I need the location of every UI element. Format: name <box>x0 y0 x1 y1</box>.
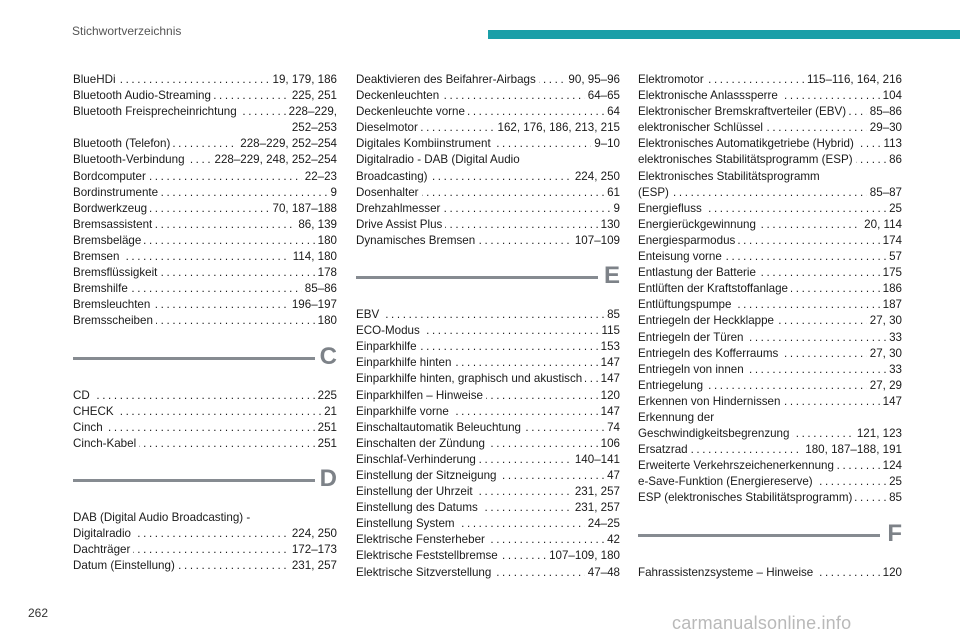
index-page-refs: 61 <box>604 185 620 201</box>
index-entry <box>73 388 337 404</box>
index-term: Geschwindigkeitsbegrenzung <box>638 427 792 440</box>
index-page-refs: 224, 250 <box>572 169 620 185</box>
index-term: Dachträger <box>73 543 133 556</box>
index-term: Energiesparmodus <box>638 234 738 247</box>
index-entry <box>73 169 337 185</box>
index-page-refs: 85–87 <box>867 185 902 201</box>
section-header-f <box>638 520 902 560</box>
header-accent-bar <box>488 30 960 39</box>
watermark: carmanualsonline.info <box>672 613 852 633</box>
index-term: Digitales Kombiinstrument <box>356 137 494 150</box>
index-entry <box>73 185 337 201</box>
index-page-refs: 180 <box>315 313 337 329</box>
index-entry <box>73 217 337 233</box>
index-entry-term-line: Elektronisches Stabilitätsprogramm <box>638 169 820 183</box>
index-page-refs: 178 <box>315 265 337 281</box>
index-term: Einparkhilfe hinten <box>356 356 454 369</box>
index-entry <box>73 201 337 217</box>
index-term: Einschalten der Zündung <box>356 437 488 450</box>
section-header-c <box>73 343 337 383</box>
index-term: Drehzahlmesser <box>356 202 443 215</box>
index-page-refs: 9 <box>611 201 620 217</box>
index-term: elektronisches Stabilitätsprogramm (ESP) <box>638 153 856 166</box>
index-term: Einstellung der Uhrzeit <box>356 485 476 498</box>
index-page-refs: 85 <box>604 307 620 323</box>
index-entry <box>356 484 620 500</box>
index-page-refs: 231, 257 <box>572 484 620 500</box>
index-term: Deckenleuchten <box>356 89 442 102</box>
index-column-1 <box>73 72 337 574</box>
index-page-refs: 140–141 <box>572 452 620 468</box>
page-number: 262 <box>28 606 49 620</box>
index-entry <box>638 185 902 201</box>
index-term: Einstellung des Datums <box>356 501 481 514</box>
index-term: Elektronische Anlasssperre <box>638 89 781 102</box>
index-page-refs: 224, 250 <box>289 526 337 542</box>
index-entry <box>73 72 337 88</box>
section-letter: C <box>319 342 337 370</box>
index-entry <box>356 169 620 185</box>
index-entry <box>73 281 337 297</box>
index-page-refs: 225 <box>315 388 337 404</box>
index-page-refs: 85–86 <box>867 104 902 120</box>
section-header-e <box>356 262 620 302</box>
index-entry <box>638 330 902 346</box>
index-page-refs: 85 <box>886 490 902 506</box>
section-divider <box>73 479 315 482</box>
section-divider <box>73 357 315 360</box>
section-header-d <box>73 465 337 505</box>
index-entry-term-line: Digitalradio - DAB (Digital Audio <box>356 153 520 167</box>
section-letter: D <box>319 464 337 492</box>
index-page-refs: 42 <box>604 532 620 548</box>
index-term: Ersatzrad <box>638 443 691 456</box>
index-entry <box>638 136 902 152</box>
index-page-refs: 153 <box>598 339 620 355</box>
index-page-refs: 147 <box>880 394 902 410</box>
index-term: elektronischer Schlüssel <box>638 121 766 134</box>
index-term: Bluetooth Audio-Streaming <box>73 89 214 102</box>
index-entry <box>356 516 620 532</box>
index-term: Deaktivieren des Beifahrer-Airbags <box>356 73 539 86</box>
index-page-refs: 186 <box>880 281 902 297</box>
index-entry <box>356 120 620 136</box>
index-term: ESP (elektronisches Stabilitätsprogramm) <box>638 491 855 504</box>
index-page-refs: 120 <box>598 388 620 404</box>
index-term: Bluetooth-Verbindung <box>73 153 188 166</box>
index-term: BlueHDi <box>73 73 119 86</box>
index-page-refs: 22–23 <box>302 169 337 185</box>
index-entry <box>356 468 620 484</box>
index-entry <box>73 542 337 558</box>
index-term: Elektromotor <box>638 73 707 86</box>
index-term: Drive Assist Plus <box>356 218 445 231</box>
index-column-2 <box>356 72 620 581</box>
index-page-refs: 24–25 <box>585 516 620 532</box>
index-entry <box>638 362 902 378</box>
index-term: Einschlaf-Verhinderung <box>356 453 479 466</box>
index-term: Elektronisches Automatikgetriebe (Hybrid) <box>638 137 857 150</box>
index-page-refs: 9–10 <box>591 136 620 152</box>
index-term: Bremsassistent <box>73 218 155 231</box>
index-page-refs: 25 <box>886 474 902 490</box>
index-entry <box>356 565 620 581</box>
index-entry <box>73 436 337 452</box>
index-term: Entriegeln der Heckklappe <box>638 314 777 327</box>
index-page-refs: 27, 29 <box>867 378 902 394</box>
index-entry <box>638 490 902 506</box>
index-page-refs: 107–109, 180 <box>546 548 620 564</box>
index-term: Elektrische Feststellbremse <box>356 549 501 562</box>
index-entry <box>638 104 902 120</box>
index-entry <box>356 404 620 420</box>
index-entry <box>356 436 620 452</box>
index-entry <box>638 565 902 581</box>
index-entry-term-line: DAB (Digital Audio Broadcasting) - <box>73 510 251 524</box>
index-term: ECO-Modus <box>356 324 423 337</box>
index-entry <box>356 388 620 404</box>
index-page-refs: 113 <box>881 136 902 152</box>
index-term: Einstellung der Sitzneigung <box>356 469 500 482</box>
index-entry <box>73 313 337 329</box>
index-term: Datum (Einstellung) <box>73 559 178 572</box>
index-term: Bluetooth (Telefon) <box>73 137 173 150</box>
index-entry <box>638 281 902 297</box>
index-term: Bremsen <box>73 250 122 263</box>
index-term: Entriegeln der Türen <box>638 331 746 344</box>
index-entry <box>73 136 337 152</box>
index-entry <box>638 442 902 458</box>
index-page-refs: 147 <box>598 371 620 387</box>
index-entry <box>73 152 337 168</box>
index-page-refs: 70, 187–188 <box>270 201 337 217</box>
index-page-refs: 115 <box>599 323 620 339</box>
index-entry <box>73 88 337 104</box>
index-page-refs: 86 <box>886 152 902 168</box>
index-page-refs: 228–229, <box>286 104 337 120</box>
index-term: Elektrische Sitzverstellung <box>356 566 494 579</box>
index-term: Dynamisches Bremsen <box>356 234 478 247</box>
index-page-refs: 187 <box>880 297 902 313</box>
index-entry <box>73 265 337 281</box>
index-term: Erweiterte Verkehrszeichenerkennung <box>638 459 837 472</box>
index-entry <box>356 307 620 323</box>
index-term: Bremsleuchten <box>73 298 153 311</box>
index-page-refs: 121, 123 <box>854 426 902 442</box>
index-page-refs: 27, 30 <box>867 346 902 362</box>
section-divider <box>638 534 880 537</box>
index-term: Einparkhilfen – Hinweise <box>356 389 486 402</box>
index-entry <box>638 201 902 217</box>
index-term: Digitalradio <box>73 527 134 540</box>
index-page-refs: 175 <box>880 265 902 281</box>
index-term: Bremsflüssigkeit <box>73 266 160 279</box>
index-entry <box>638 120 902 136</box>
index-term: Enteisung vorne <box>638 250 725 263</box>
index-entry <box>73 104 337 120</box>
index-page-refs: 180, 187–188, 191 <box>802 442 902 458</box>
index-column-3 <box>638 72 902 581</box>
index-entry <box>356 233 620 249</box>
index-term: Elektrische Fensterheber <box>356 533 488 546</box>
index-entry <box>356 323 620 339</box>
index-entry <box>356 500 620 516</box>
index-entry-term-line: Erkennung der <box>638 410 715 424</box>
index-term: Energiefluss <box>638 202 705 215</box>
index-page-refs: 85–86 <box>302 281 337 297</box>
index-entry <box>638 72 902 88</box>
index-entry <box>356 217 620 233</box>
index-page-refs: 107–109 <box>572 233 620 249</box>
index-term: Bremshilfe <box>73 282 131 295</box>
index-term: (ESP) <box>638 186 672 199</box>
index-page-refs: 20, 114 <box>861 217 902 233</box>
index-term: Bordinstrumente <box>73 186 161 199</box>
index-page-refs: 115–116, 164, 216 <box>804 72 902 88</box>
index-entry <box>356 548 620 564</box>
index-page-refs: 172–173 <box>289 542 337 558</box>
index-term: Deckenleuchte vorne <box>356 105 468 118</box>
index-entry <box>638 217 902 233</box>
index-page-refs: 21 <box>321 404 337 420</box>
index-entry <box>638 233 902 249</box>
index-term: Energierückgewinnung <box>638 218 759 231</box>
index-entry <box>73 526 337 542</box>
index-term: Einschaltautomatik Beleuchtung <box>356 421 524 434</box>
index-term: Elektronischer Bremskraftverteiler (EBV) <box>638 105 849 118</box>
index-entry <box>73 249 337 265</box>
index-page-refs: 225, 251 <box>289 88 337 104</box>
index-page-refs: 174 <box>880 233 902 249</box>
index-entry <box>638 88 902 104</box>
index-term: Bremsscheiben <box>73 314 156 327</box>
index-page-refs: 162, 176, 186, 213, 215 <box>495 120 621 136</box>
index-term: e-Save-Funktion (Energiereserve) <box>638 475 816 488</box>
index-term: Einparkhilfe hinten, graphisch und akustisch <box>356 372 585 385</box>
index-term: Entriegeln von innen <box>638 363 747 376</box>
index-entry <box>73 297 337 313</box>
index-entry <box>638 152 902 168</box>
index-term: Einparkhilfe <box>356 340 420 353</box>
index-term: Cinch <box>73 421 106 434</box>
index-entry <box>73 404 337 420</box>
index-page-refs: 106 <box>598 436 620 452</box>
index-entry <box>356 355 620 371</box>
index-entry <box>638 474 902 490</box>
index-entry <box>638 313 902 329</box>
index-page-refs: 27, 30 <box>867 313 902 329</box>
index-entry <box>73 420 337 436</box>
index-page-refs: 64–65 <box>585 88 620 104</box>
index-page-refs: 33 <box>886 330 902 346</box>
index-entry <box>638 265 902 281</box>
index-page-refs: 47 <box>604 468 620 484</box>
index-term: Broadcasting) <box>356 170 431 183</box>
index-entry <box>356 532 620 548</box>
index-term: Bordcomputer <box>73 170 149 183</box>
index-page-refs: 147 <box>598 355 620 371</box>
index-page-refs: 114, 180 <box>290 249 337 265</box>
index-entry <box>73 233 337 249</box>
index-term: Bordwerkzeug <box>73 202 150 215</box>
index-entry <box>638 426 902 442</box>
index-entry <box>356 452 620 468</box>
index-term: Bremsbeläge <box>73 234 144 247</box>
index-page-refs: 104 <box>880 88 902 104</box>
index-entry <box>638 249 902 265</box>
index-entry <box>356 88 620 104</box>
index-page-refs: 29–30 <box>867 120 902 136</box>
index-page-refs: 231, 257 <box>572 500 620 516</box>
index-term: CHECK <box>73 405 117 418</box>
index-page-refs: 147 <box>598 404 620 420</box>
index-term: Entriegeln des Kofferraums <box>638 347 781 360</box>
index-page-refs: 120 <box>880 565 902 581</box>
index-entry <box>356 72 620 88</box>
index-entry <box>638 458 902 474</box>
index-page-refs: 228–229, 248, 252–254 <box>212 152 338 168</box>
index-term: Erkennen von Hindernissen <box>638 395 783 408</box>
index-page-refs: 47–48 <box>585 565 620 581</box>
index-entry <box>356 371 620 387</box>
index-entry <box>73 558 337 574</box>
page-header-title: Stichwortverzeichnis <box>72 24 182 38</box>
index-term: Entlastung der Batterie <box>638 266 759 279</box>
section-letter: F <box>887 519 902 547</box>
index-page-refs: 124 <box>880 458 902 474</box>
index-page-refs: 9 <box>328 185 337 201</box>
index-term: Einparkhilfe vorne <box>356 405 452 418</box>
index-term: Cinch-Kabel <box>73 437 139 450</box>
index-term: Entriegelung <box>638 379 706 392</box>
index-entry <box>356 185 620 201</box>
index-term: Dosenhalter <box>356 186 422 199</box>
index-entry <box>638 394 902 410</box>
index-term: EBV <box>356 308 382 321</box>
index-term: Entlüften der Kraftstoffanlage <box>638 282 791 295</box>
index-page-refs: 130 <box>598 217 620 233</box>
index-page-refs: 86, 139 <box>295 217 337 233</box>
index-page-refs: 180 <box>315 233 337 249</box>
index-page-refs: 231, 257 <box>289 558 337 574</box>
index-page-refs: 251 <box>315 436 337 452</box>
index-entry <box>638 378 902 394</box>
section-divider <box>356 276 598 279</box>
index-page-refs: 64 <box>604 104 620 120</box>
index-page-refs: 74 <box>604 420 620 436</box>
index-term: CD <box>73 389 93 402</box>
index-term: Entlüftungspumpe <box>638 298 734 311</box>
index-page-refs: 90, 95–96 <box>565 72 620 88</box>
index-entry <box>356 136 620 152</box>
section-letter: E <box>603 262 620 290</box>
index-page-refs: 25 <box>886 201 902 217</box>
index-page-refs: 251 <box>315 420 337 436</box>
index-page-refs: 19, 179, 186 <box>270 72 337 88</box>
index-entry <box>638 346 902 362</box>
index-entry <box>356 420 620 436</box>
index-page-refs: 228–229, 252–254 <box>237 136 337 152</box>
index-page-refs: 33 <box>886 362 902 378</box>
index-term: Bluetooth Freisprecheinrichtung <box>73 105 240 118</box>
index-page-refs: 57 <box>886 249 902 265</box>
index-term: Fahrassistenzsysteme – Hinweise <box>638 566 816 579</box>
index-term: Einstellung System <box>356 517 458 530</box>
index-term: Dieselmotor <box>356 121 421 134</box>
index-entry <box>356 201 620 217</box>
index-entry <box>356 339 620 355</box>
index-entry-continuation: 252–253 <box>291 121 337 135</box>
index-entry <box>356 104 620 120</box>
index-entry <box>638 297 902 313</box>
index-page-refs: 196–197 <box>289 297 337 313</box>
